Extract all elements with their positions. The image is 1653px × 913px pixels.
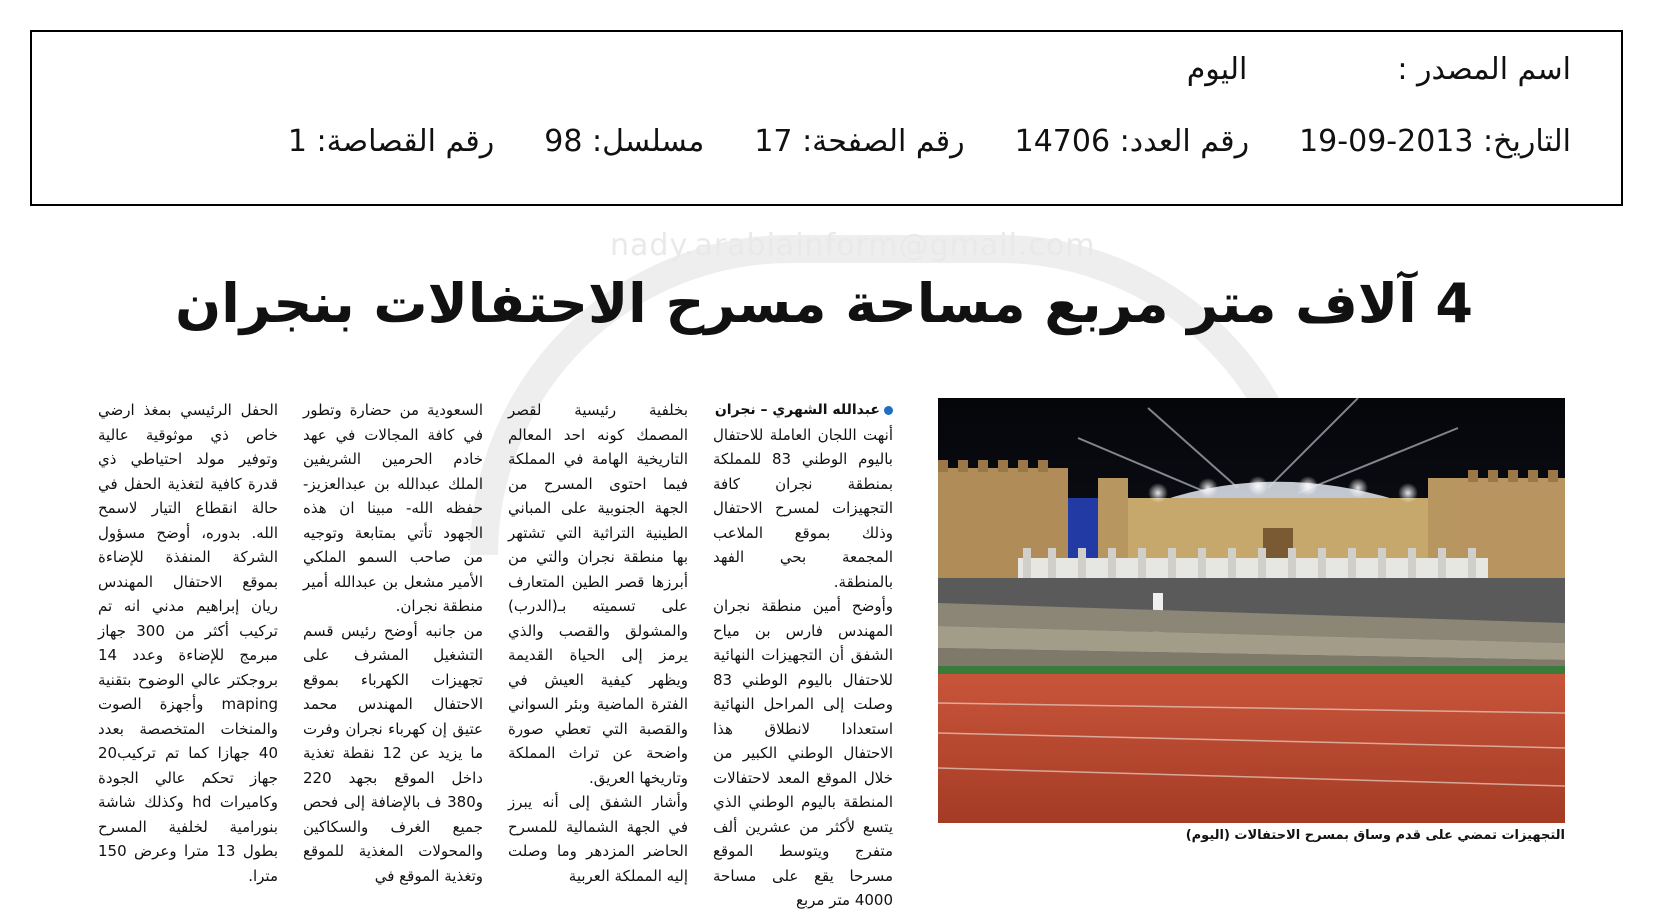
watermark-email: nady.arabiainform@gmail.com: [610, 228, 1096, 263]
article-photo: [938, 398, 1565, 823]
article-column-2: [508, 398, 688, 888]
source-row: [1187, 52, 1571, 87]
article-headline: 4 آلاف متر مربع مساحة مسرح الاحتفالات بنجران: [175, 272, 1473, 335]
meta-row: [288, 124, 1571, 159]
paragraph: أنهت اللجان العاملة للاحتفال باليوم الوطني 83 للمملكة بمنطقة نجران كافة التجهيزات لمسرح الاحتفال وذلك بموقع الملاعب المجمعة بحي الفهد بالمنطقة.: [713, 425, 893, 591]
issue-field: رقم العدد: 14706: [1014, 124, 1250, 159]
paragraph: بخلفية رئيسية لقصر المصمك كونه احد المعالم التاريخية الهامة في المملكة فيما احتوى المسرح من الجهة الجنوبية على المباني الطينية التراثية التي تشتهر بها منطقة نجران والتي من أبرزها قصر الطين المتعارف على تسميته بـ(الدرب) والمشولق والقصب والذي يرمز إلى الحياة القديمة ويظهر كيفية العيش في الفترة الماضية وبئر السواني والقصبة التي تعطي صورة واضحة عن تراث المملكة وتاريخها العريق.: [508, 401, 688, 787]
article-column-3: [303, 398, 483, 888]
byline-text: عبدالله الشهري – نجران: [714, 402, 880, 418]
paragraph: وأشار الشفق إلى أنه يبرز في الجهة الشمالية للمسرح الحاضر المزدهر وما وصلت إليه المملكة العربية: [508, 793, 688, 885]
bullet-dot-icon: [884, 406, 893, 415]
article-column-4: [98, 398, 278, 888]
paragraph: الحفل الرئيسي بمغذ ارضي خاص ذي موثوقية عالية وتوفير مولد احتياطي ذي قدرة كافية لتغذية الحفل في حالة انقطاع التيار لاسمح الله. بدوره، أوضح مسؤول الشركة المنفذة للإضاءة بموقع الاحتفال المهندس ريان إبراهيم مدني انه تم تركيب أكثر من 300 جهاز مبرمج للإضاءة وعدد 14 بروجكتر عالي الوضوح بتقنية maping وأجهزة الصوت والمنخات المتخصصة بعدد 40 جهازا كما تم تركيب20 جهاز تحكم عالي الجودة وكاميرات hd وكذلك شاشة بنورامية لخلفية المسرح بطول 13 مترا وعرض 150 مترا.: [98, 401, 278, 885]
article-byline: [713, 398, 893, 423]
clipping-field: رقم القصاصة: 1: [287, 124, 495, 159]
stage-illustration: [938, 398, 1565, 823]
serial-field: مسلسل: 98: [544, 124, 705, 159]
source-value: اليوم: [1186, 52, 1248, 87]
clipping-header: [30, 30, 1623, 206]
running-track: [938, 674, 1565, 823]
paragraph: وأوضح أمين منطقة نجران المهندس فارس بن مياح الشفق أن التجهيزات النهائية للاحتفال باليوم الوطني 83 وصلت إلى المراحل النهائية استعدادا لانطلاق هذا الاحتفال الوطني الكبير من خلال الموقع المعد لاحتفالات المنطقة باليوم الوطني الذي يتسع لأكثر من عشرين ألف متفرج ويتوسط الموقع مسرحا يقع على مساحة 4000 متر مربع: [713, 597, 893, 909]
source-label: اسم المصدر :: [1397, 52, 1571, 87]
paragraph: من جانبه أوضح رئيس قسم التشغيل المشرف على تجهيزات الكهرباء بموقع الاحتفال المهندس محمد عتيق إن كهرباء نجران وفرت ما يزيد عن 12 نقطة تغذية داخل الموقع بجهد 220 و380 ف بالإضافة إلى فحص جميع الغرف والسكاكين والمحولات المغذية للموقع وتغذية الموقع في: [303, 621, 483, 885]
paragraph: السعودية من حضارة وتطور في كافة المجالات في عهد خادم الحرمين الشريفين الملك عبدالله بن عبدالعزيز- حفظه الله- مبينا ان هذه الجهود تأتي بمتابعة وتوجيه من صاحب السمو الملكي الأمير مشعل بن عبدالله أمير منطقة نجران.: [303, 401, 483, 615]
photo-caption: التجهيزات تمضي على قدم وساق بمسرح الاحتفالات (اليوم): [1185, 828, 1565, 843]
date-field: التاريخ: 2013-09-19: [1299, 124, 1571, 159]
article-body: [93, 398, 893, 909]
page-field: رقم الصفحة: 17: [754, 124, 965, 159]
article-column-1: [713, 398, 893, 913]
